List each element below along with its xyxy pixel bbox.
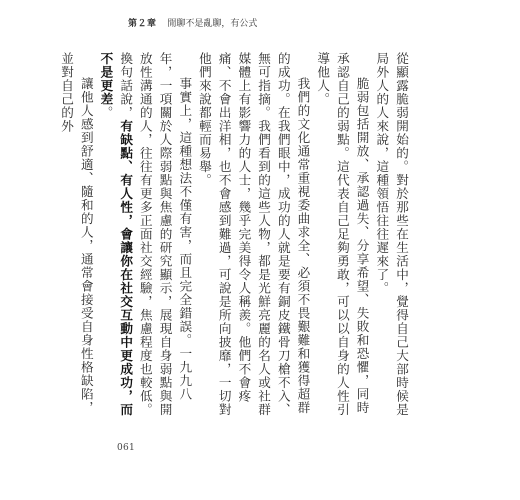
paragraph-text: 我們的文化通常重視委曲求全、必須不畏艱難和獲得超群的成功。在我們眼中，成功的人就是要有銅皮鐵骨刀槍不入、無可指摘。我們看到的這些人物，都是光鮮亮麗的名人或社群媒體上有影響力的人士，幾乎完美得令人稱羨。他們不會疼痛、不會出洋相，也不會感到難過，可說是所向披靡，一切對他們來說都輕而易舉。 [196,52,311,417]
paragraph-text: 事實上，這種想法不僅有害，而且完全錯誤。一九九八年，一項關於人際弱點與焦慮的研究顯示，展現自身弱點與開放性溝通的人，往往有更多正面社交經驗，焦慮程度也較低。換句話說， [118,52,193,417]
chapter-title: 閒聊不是亂聊，有公式 [167,19,258,29]
paragraph-text: 讓他人感到舒適、隨和的人，通常會接受自身性格缺陷，並對自己的外 [59,52,94,415]
page-number: 061 [117,443,136,453]
paragraph-text: 從顯露脆弱開始的。對於那些在生活中，覺得自己大部時候是局外人的人來說，這種領悟往往遲來了。 [374,52,409,417]
paragraph-text: 。 [98,106,114,120]
chapter-number: 第２章 [128,19,157,29]
emphasis-text: 有缺點、有人性，會讓你在社交互動中更成功，而不是更差 [98,52,134,417]
paragraph-text: 脆弱包括開放、承認過失、分享希望、失敗和恐懼，同時承認自己的弱點。這代表自己足夠勇敢，可以以自身的人性引導他人。 [315,52,370,417]
paragraph [312,52,371,417]
running-head [128,18,257,30]
paragraph [194,52,312,417]
body-text [59,52,411,417]
paragraph [96,52,195,417]
paragraph [56,52,95,417]
paragraph [372,52,411,417]
